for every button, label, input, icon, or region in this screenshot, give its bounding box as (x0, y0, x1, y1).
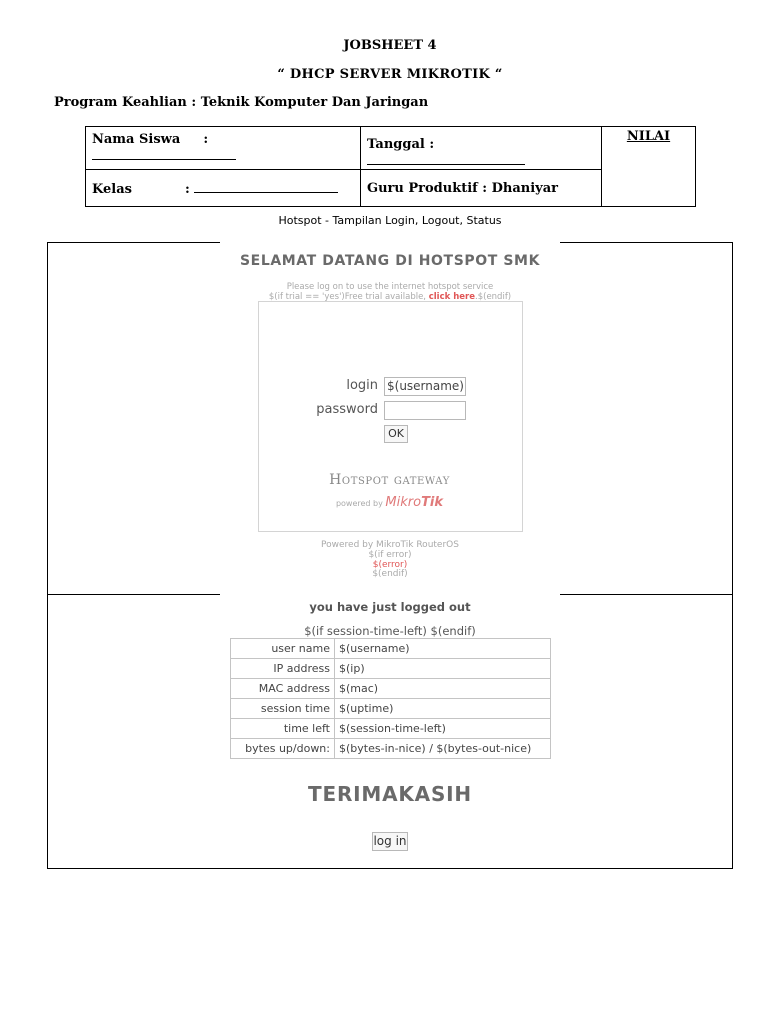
mikrotik-logo: MikroTik (385, 495, 444, 510)
program-keahlian: Program Keahlian : Teknik Komputer Dan Jaringan (54, 95, 429, 110)
login-again-button[interactable]: log in (372, 832, 408, 851)
logout-status-table (230, 638, 551, 759)
login-input[interactable]: $(username) (384, 377, 466, 396)
table-row: IP address $(ip) (231, 659, 551, 679)
frame-left (47, 242, 48, 869)
login-note-line2: $(if trial == 'yes')Free trial available, click here.$(endif) (268, 292, 512, 302)
frame-top-left (47, 242, 220, 243)
footer-endif: $(endif) (372, 569, 408, 579)
login-heading: SELAMAT DATANG DI HOTSPOT SMK (239, 253, 541, 269)
login-note-line1: Please log on to use the internet hotspot service (286, 282, 494, 292)
kelas-cell (86, 170, 361, 207)
kelas-blank[interactable] (194, 180, 338, 193)
nama-colon: : (203, 132, 209, 147)
footer-error: $(error) (372, 560, 408, 570)
frame-mid-right (560, 594, 733, 595)
nama-siswa-label: Nama Siswa (92, 132, 181, 147)
powered-by-text: powered by (335, 499, 383, 508)
powered-by-brand (258, 495, 521, 510)
thanks-heading: TERIMAKASIH (308, 782, 472, 806)
frame-mid-left (47, 594, 220, 595)
trial-link[interactable]: click here (428, 292, 476, 302)
frame-top-right (560, 242, 733, 243)
figure-caption: Hotspot - Tampilan Login, Logout, Status (278, 214, 502, 227)
kelas-label: Kelas (92, 181, 132, 197)
footer-powered: Powered by MikroTik RouterOS (321, 540, 459, 550)
table-row: time left $(session-time-left) (231, 719, 551, 739)
student-info-table (85, 126, 696, 207)
table-row: bytes up/down: $(bytes-in-nice) / $(bytes-out-nice) (231, 739, 551, 759)
document-subtitle: “ DHCP SERVER MIKROTIK “ (277, 67, 503, 82)
footer-if-error: $(if error) (368, 550, 412, 560)
frame-bottom (47, 868, 733, 869)
kelas-colon: : (185, 181, 190, 197)
nilai-label: NILAI (626, 129, 671, 144)
frame-right (732, 242, 733, 869)
tanggal-label: Tanggal : (367, 137, 435, 152)
table-row: user name $(username) (231, 639, 551, 659)
tanggal-cell (361, 127, 602, 170)
nilai-cell (602, 127, 696, 207)
password-input[interactable] (384, 401, 466, 420)
nama-siswa-blank[interactable] (92, 147, 236, 160)
login-label: login (346, 378, 378, 393)
session-line: $(if session-time-left) $(endif) (304, 624, 476, 638)
table-row: session time $(uptime) (231, 699, 551, 719)
gateway-text: Hotspot gateway (329, 472, 450, 488)
document-title: JOBSHEET 4 (343, 38, 437, 53)
table-row: MAC address $(mac) (231, 679, 551, 699)
tanggal-blank[interactable] (367, 152, 525, 165)
password-label: password (316, 402, 378, 417)
ok-button[interactable]: OK (384, 425, 408, 443)
nama-siswa-cell (86, 127, 361, 170)
guru-cell (361, 170, 602, 207)
logout-heading: you have just logged out (309, 600, 471, 614)
guru-label: Guru Produktif : Dhaniyar (367, 180, 558, 196)
